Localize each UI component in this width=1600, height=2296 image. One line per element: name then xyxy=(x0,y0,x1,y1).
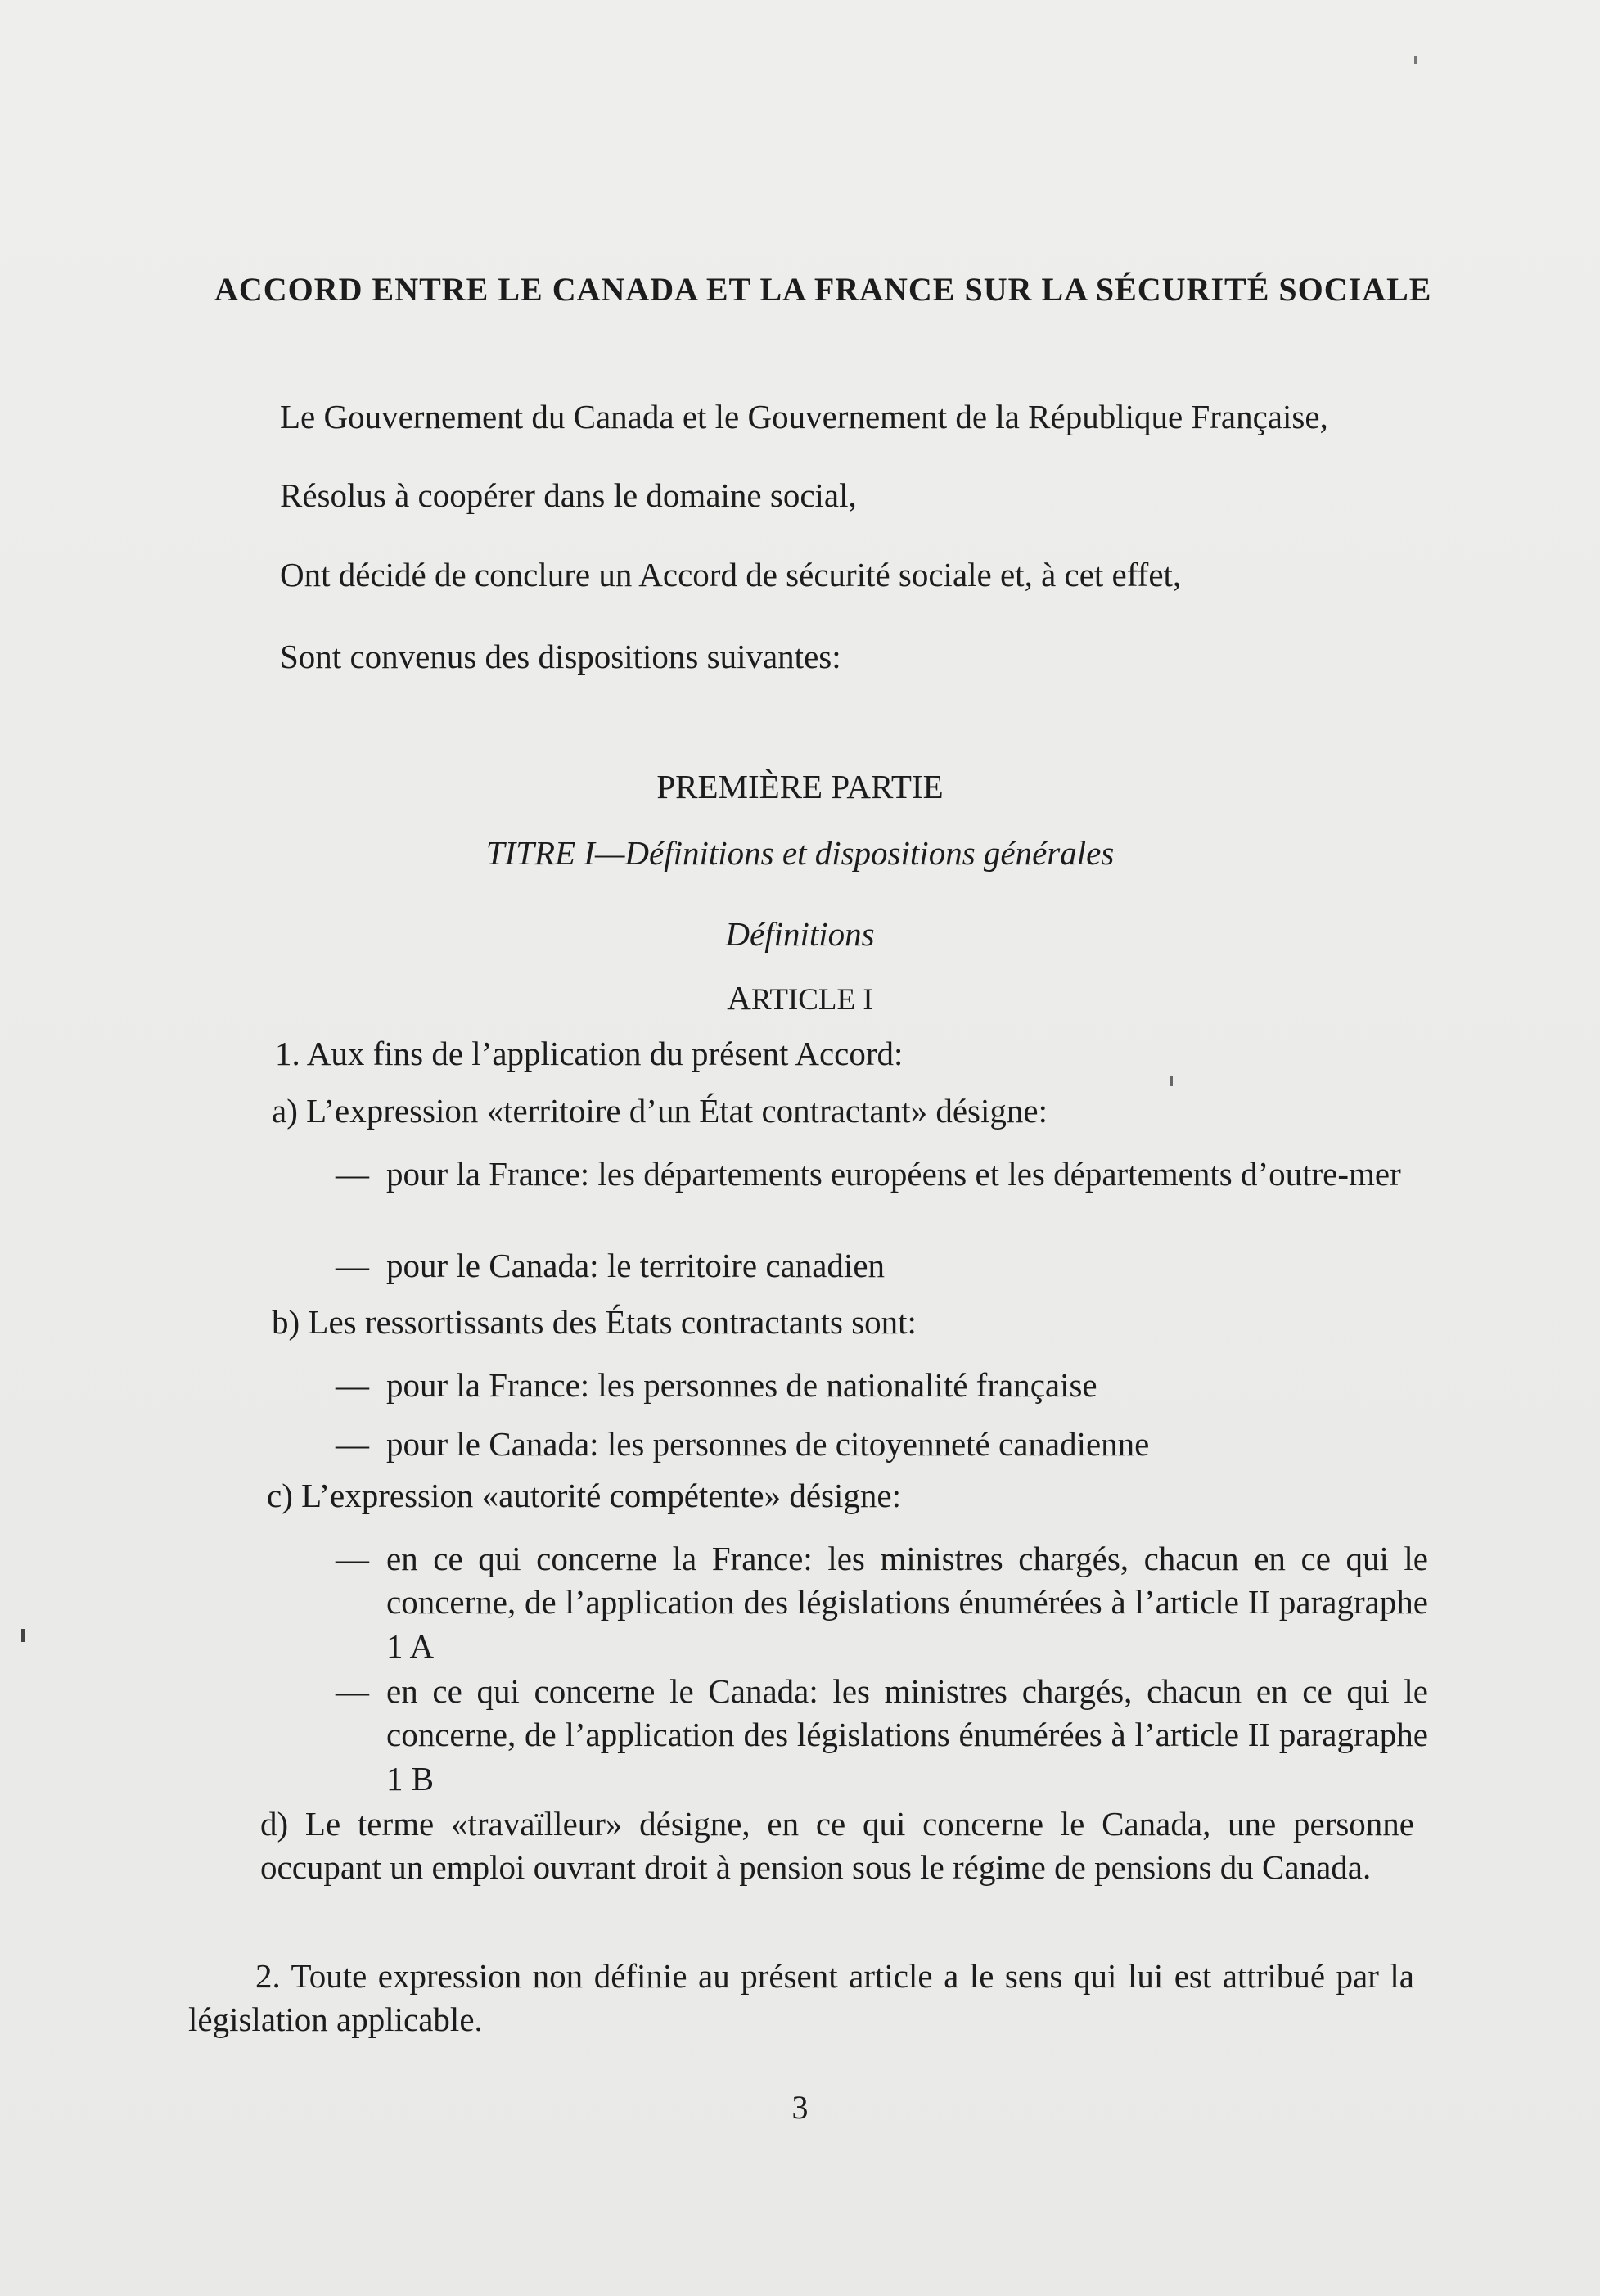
page-number: 3 xyxy=(791,2089,809,2126)
paragraph-1-intro: 1. Aux fins de l’application du présent Accord: xyxy=(275,1035,904,1072)
preamble-decided: Ont décidé de conclure un Accord de sécurité sociale et, à cet effet, xyxy=(280,556,1182,593)
item-a-entry-2 xyxy=(336,1244,1428,1290)
item-a-entry-1 xyxy=(336,1153,1428,1243)
item-a-entry-2-text: pour le Canada: le territoire canadien xyxy=(386,1247,886,1284)
article-rest: RTICLE I xyxy=(750,983,873,1017)
margin-mark xyxy=(21,1629,25,1642)
preamble-resolved: Résolus à coopérer dans le domaine social, xyxy=(280,476,857,514)
item-b-entry-1 xyxy=(336,1364,1428,1410)
paper-speck xyxy=(1414,56,1417,64)
paper-speck xyxy=(1170,1076,1173,1086)
dash-bullet: — xyxy=(336,1672,369,1710)
item-a-entry-1-text: pour la France: les départements européens et les départements d’outre-mer xyxy=(386,1155,1401,1193)
document-title: ACCORD ENTRE LE CANADA ET LA FRANCE SUR LA SÉCURITÉ SOCIALE xyxy=(214,271,1432,308)
article-prefix: A xyxy=(727,979,751,1017)
titre-heading: TITRE I—Définitions et dispositions générales xyxy=(485,834,1115,872)
item-b-entry-1-text: pour la France: les personnes de nationalité française xyxy=(386,1366,1097,1404)
item-c-entry-2 xyxy=(336,1670,1428,1809)
item-c-lead: c) L’expression «autorité compétente» désigne: xyxy=(267,1477,901,1514)
dash-bullet: — xyxy=(336,1425,369,1463)
preamble-parties: Le Gouvernement du Canada et le Gouvernement de la République Française, xyxy=(280,398,1328,435)
section-heading: Définitions xyxy=(725,915,875,953)
dash-bullet: — xyxy=(336,1366,369,1404)
paragraph-2: 2. Toute expression non définie au présent article a le sens qui lui est attribué par la législation applicable. xyxy=(188,1957,1414,2039)
item-b-entry-2-text: pour le Canada: les personnes de citoyenneté canadienne xyxy=(386,1425,1150,1463)
item-c-entry-1 xyxy=(336,1537,1428,1676)
part-heading: PREMIÈRE PARTIE xyxy=(656,768,944,805)
article-heading xyxy=(0,976,1600,1021)
item-c-entry-2-text: en ce qui concerne le Canada: les ministres chargés, chacun en ce qui le concerne, de l’application des législations énumérées à l’article II paragraphe 1 B xyxy=(386,1672,1428,1798)
item-d: d) Le terme «travaïlleur» désigne, en ce qui concerne le Canada, une personne occupant un emploi ouvrant droit à pension sous le régime de pensions du Canada. xyxy=(260,1805,1414,1887)
dash-bullet: — xyxy=(336,1247,369,1284)
item-b-lead: b) Les ressortissants des États contractants sont: xyxy=(272,1303,917,1341)
item-c-entry-1-text: en ce qui concerne la France: les ministres chargés, chacun en ce qui le concerne, de l’application des législations énumérées à l’article II paragraphe 1 A xyxy=(386,1540,1428,1665)
dash-bullet: — xyxy=(336,1540,369,1577)
dash-bullet: — xyxy=(336,1155,369,1193)
preamble-agreed: Sont convenus des dispositions suivantes: xyxy=(280,638,841,675)
item-a-lead: a) L’expression «territoire d’un État contractant» désigne: xyxy=(272,1092,1048,1130)
item-b-entry-2 xyxy=(336,1423,1428,1468)
